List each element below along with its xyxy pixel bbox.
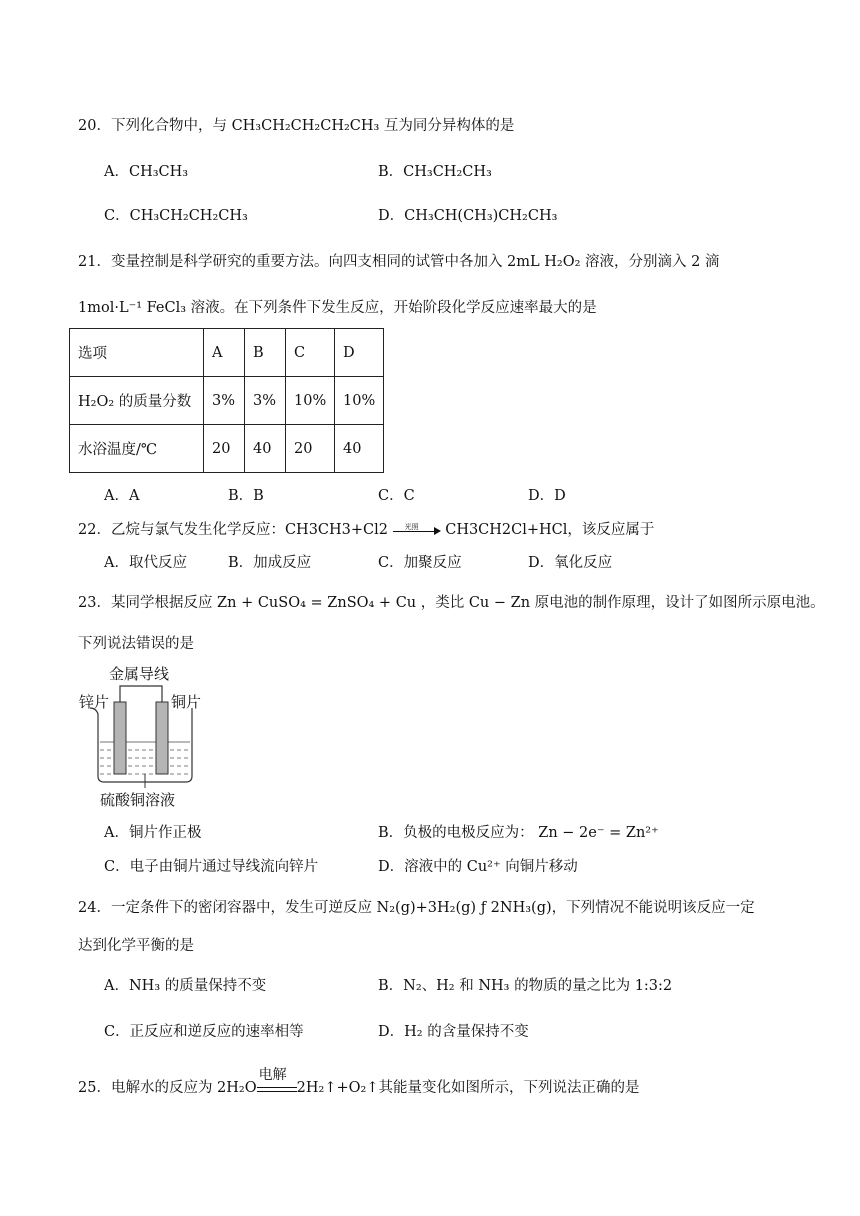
q20-stem-tail: 互为同分异构体的是 xyxy=(379,118,515,134)
beaker-diagram xyxy=(76,664,216,794)
q24-stem-line1: 24．一定条件下的密闭容器中，发生可逆反应 N₂(g)+3H₂(g) ƒ 2NH₃(g)，下列情况不能说明该反应一定 xyxy=(78,900,755,916)
q20-stem-text: 20．下列化合物中，与 xyxy=(78,118,232,134)
table-header-cell: 选项 xyxy=(70,329,204,377)
q20-option-b[interactable]: B．CH₃CH₂CH₃ xyxy=(378,164,492,180)
q20-stem xyxy=(78,116,514,136)
table-header-cell: D xyxy=(335,329,384,377)
wire-label: 金属导线 xyxy=(109,665,170,683)
q22-option-b[interactable]: B．加成反应 xyxy=(228,555,312,571)
q21-stem-line2: 1mol·L⁻¹ FeCl₃ 溶液。在下列条件下发生反应，开始阶段化学反应速率最大的是 xyxy=(78,300,597,316)
table-cell: 3% xyxy=(204,377,245,425)
table-cell: 40 xyxy=(335,425,384,473)
table-header-cell: B xyxy=(245,329,286,377)
table-row xyxy=(70,329,384,377)
zinc-plate-label: 锌片 xyxy=(79,693,110,711)
q25-stem: 25．电解水的反应为 2H₂O 电解 2H₂↑+O₂↑其能量变化如图所示，下列说法正确的是 xyxy=(78,1067,640,1096)
reaction-arrow-icon xyxy=(393,523,441,537)
q21-option-c[interactable]: C．C xyxy=(378,488,415,504)
table-row xyxy=(70,425,384,473)
q20-target-formula: CH₃CH₂CH₂CH₂CH₃ xyxy=(231,118,380,134)
table-header-cell: C xyxy=(286,329,335,377)
q20-option-c[interactable]: C．CH₃CH₂CH₂CH₃ xyxy=(104,208,248,224)
table-cell: 10% xyxy=(286,377,335,425)
table-cell: 水浴温度/℃ xyxy=(70,425,204,473)
q22-option-c[interactable]: C．加聚反应 xyxy=(378,555,462,571)
q24-option-a[interactable]: A．NH₃ 的质量保持不变 xyxy=(104,978,267,994)
q23-stem-line1: 23．某同学根据反应 Zn + CuSO₄ = ZnSO₄ + Cu ，类比 Cu − Zn 原电池的制作原理，设计了如图所示原电池。 xyxy=(78,595,825,611)
q20-option-a[interactable]: A．CH₃CH₃ xyxy=(104,164,189,180)
q24-option-b[interactable]: B．N₂、H₂ 和 NH₃ 的物质的量之比为 1:3:2 xyxy=(378,978,673,994)
q24-stem-line2: 达到化学平衡的是 xyxy=(78,938,194,954)
q22-option-d[interactable]: D．氧化反应 xyxy=(528,555,613,571)
solution-label: 硫酸铜溶液 xyxy=(100,791,176,809)
q24-option-c[interactable]: C．正反应和逆反应的速率相等 xyxy=(104,1024,304,1040)
table-cell: H₂O₂ 的质量分数 xyxy=(70,377,204,425)
table-row xyxy=(70,377,384,425)
table-cell: 3% xyxy=(245,377,286,425)
q23-option-d[interactable]: D．溶液中的 Cu²⁺ 向铜片移动 xyxy=(378,859,578,875)
q21-option-b[interactable]: B．B xyxy=(228,488,264,504)
table-header-cell: A xyxy=(204,329,245,377)
q22-stem: 22．乙烷与氯气发生化学反应：CH3CH3+Cl2 光照 CH3CH2Cl+HCl，该反应属于 xyxy=(78,520,654,540)
q23-stem-line2: 下列说法错误的是 xyxy=(78,636,194,652)
q24-option-d[interactable]: D．H₂ 的含量保持不变 xyxy=(378,1024,529,1040)
q21-option-a[interactable]: A．A xyxy=(104,488,140,504)
q21-conditions-table xyxy=(69,328,384,473)
table-cell: 40 xyxy=(245,425,286,473)
reaction-condition: 光照 xyxy=(404,523,419,531)
table-cell: 20 xyxy=(204,425,245,473)
table-cell: 20 xyxy=(286,425,335,473)
electrolysis-condition: 电解 xyxy=(258,1067,287,1083)
q23-option-a[interactable]: A．铜片作正极 xyxy=(104,825,202,841)
q23-option-c[interactable]: C．电子由铜片通过导线流向锌片 xyxy=(104,859,319,875)
copper-plate-label: 铜片 xyxy=(171,693,202,711)
q20-option-d[interactable]: D．CH₃CH(CH₃)CH₂CH₃ xyxy=(378,208,558,224)
q21-stem-line1: 21．变量控制是科学研究的重要方法。向四支相同的试管中各加入 2mL H₂O₂ 溶液，分别滴入 2 滴 xyxy=(78,254,720,270)
electrolysis-equals-icon xyxy=(257,1067,297,1095)
q22-option-a[interactable]: A．取代反应 xyxy=(104,555,187,571)
galvanic-cell-figure xyxy=(76,664,216,814)
table-cell: 10% xyxy=(335,377,384,425)
q23-option-b[interactable]: B．负极的电极反应为： Zn − 2e⁻ = Zn²⁺ xyxy=(378,825,659,841)
q21-option-d[interactable]: D．D xyxy=(528,488,566,504)
